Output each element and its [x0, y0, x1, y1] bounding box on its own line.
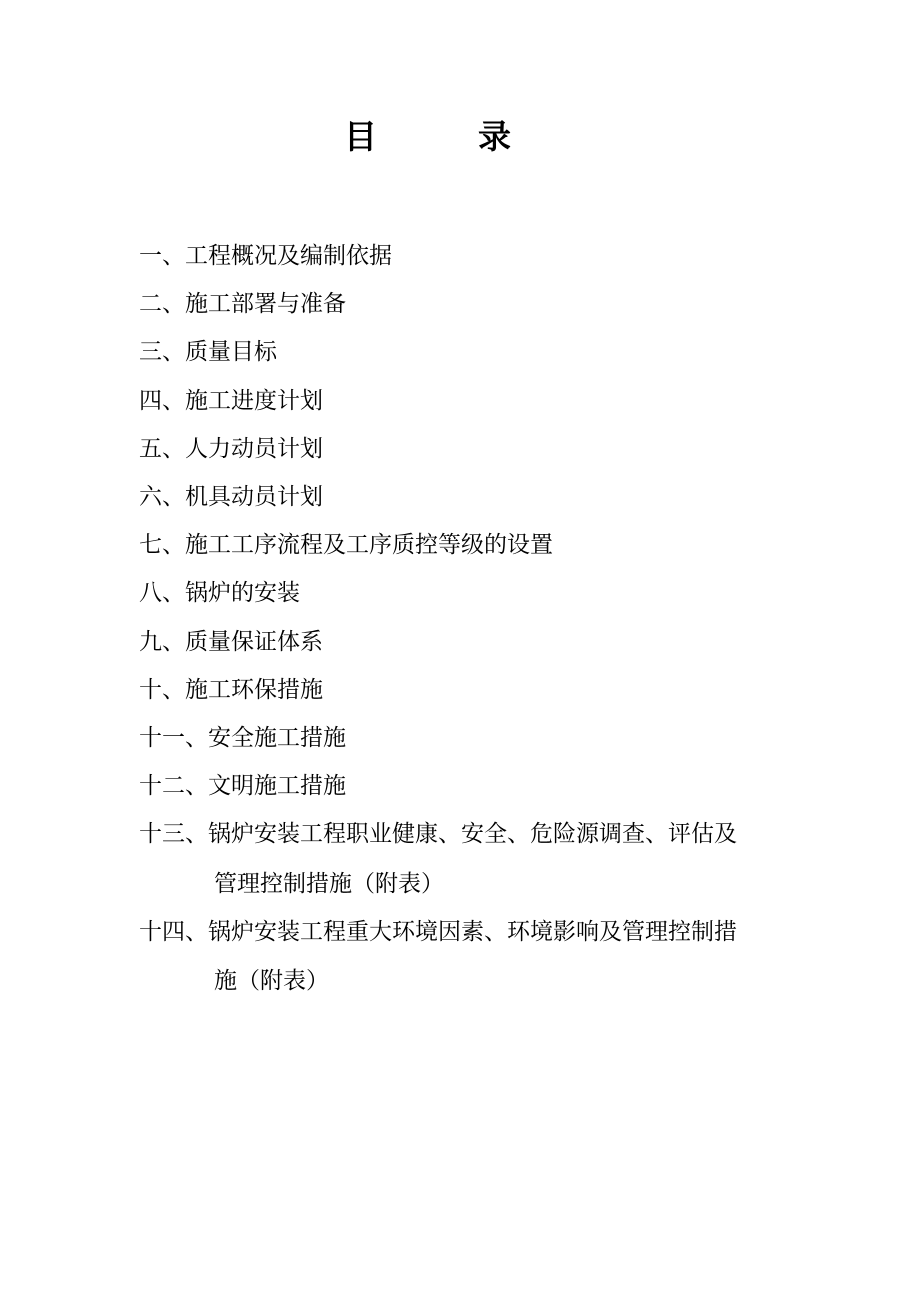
toc-item-text: 十二、文明施工措施 [139, 773, 346, 800]
toc-item-text: 十四、锅炉安装工程重大环境因素、环境影响及管理控制措 [139, 918, 737, 945]
toc-item [139, 473, 819, 521]
toc-item-text: 十三、锅炉安装工程职业健康、安全、危险源调查、评估及 [139, 821, 737, 848]
toc-title-char-2: 录 [478, 117, 511, 156]
toc-item [139, 810, 819, 907]
toc-item-text: 十、施工环保措施 [139, 676, 323, 703]
toc-item-text: 四、施工进度计划 [139, 387, 323, 414]
toc-item [139, 666, 819, 714]
toc-list [139, 232, 819, 1005]
toc-item-text: 十一、安全施工措施 [139, 725, 346, 752]
toc-item [139, 714, 819, 762]
toc-item [139, 425, 819, 473]
toc-item [139, 762, 819, 810]
toc-item-text: 八、锅炉的安装 [139, 580, 300, 607]
toc-item-text: 七、施工工序流程及工序质控等级的设置 [139, 532, 553, 559]
toc-item-text: 六、机具动员计划 [139, 484, 323, 511]
toc-item [139, 569, 819, 617]
toc-item-text: 一、工程概况及编制依据 [139, 243, 392, 269]
toc-item-text: 五、人力动员计划 [139, 435, 323, 462]
toc-item-text: 二、施工部署与准备 [139, 291, 346, 318]
toc-item-continuation: 管理控制措施（附表） [214, 870, 444, 897]
toc-item [139, 280, 819, 328]
toc-item [139, 908, 819, 1005]
toc-item-continuation: 施（附表） [214, 968, 329, 995]
toc-item-text: 三、质量目标 [139, 339, 277, 366]
toc-item [139, 618, 819, 666]
toc-title [0, 112, 920, 162]
toc-item-text: 九、质量保证体系 [139, 628, 323, 655]
toc-item [139, 328, 819, 376]
toc-item [139, 232, 819, 280]
toc-item [139, 377, 819, 425]
toc-item [139, 521, 819, 569]
toc-title-char-1: 目 [344, 117, 377, 156]
